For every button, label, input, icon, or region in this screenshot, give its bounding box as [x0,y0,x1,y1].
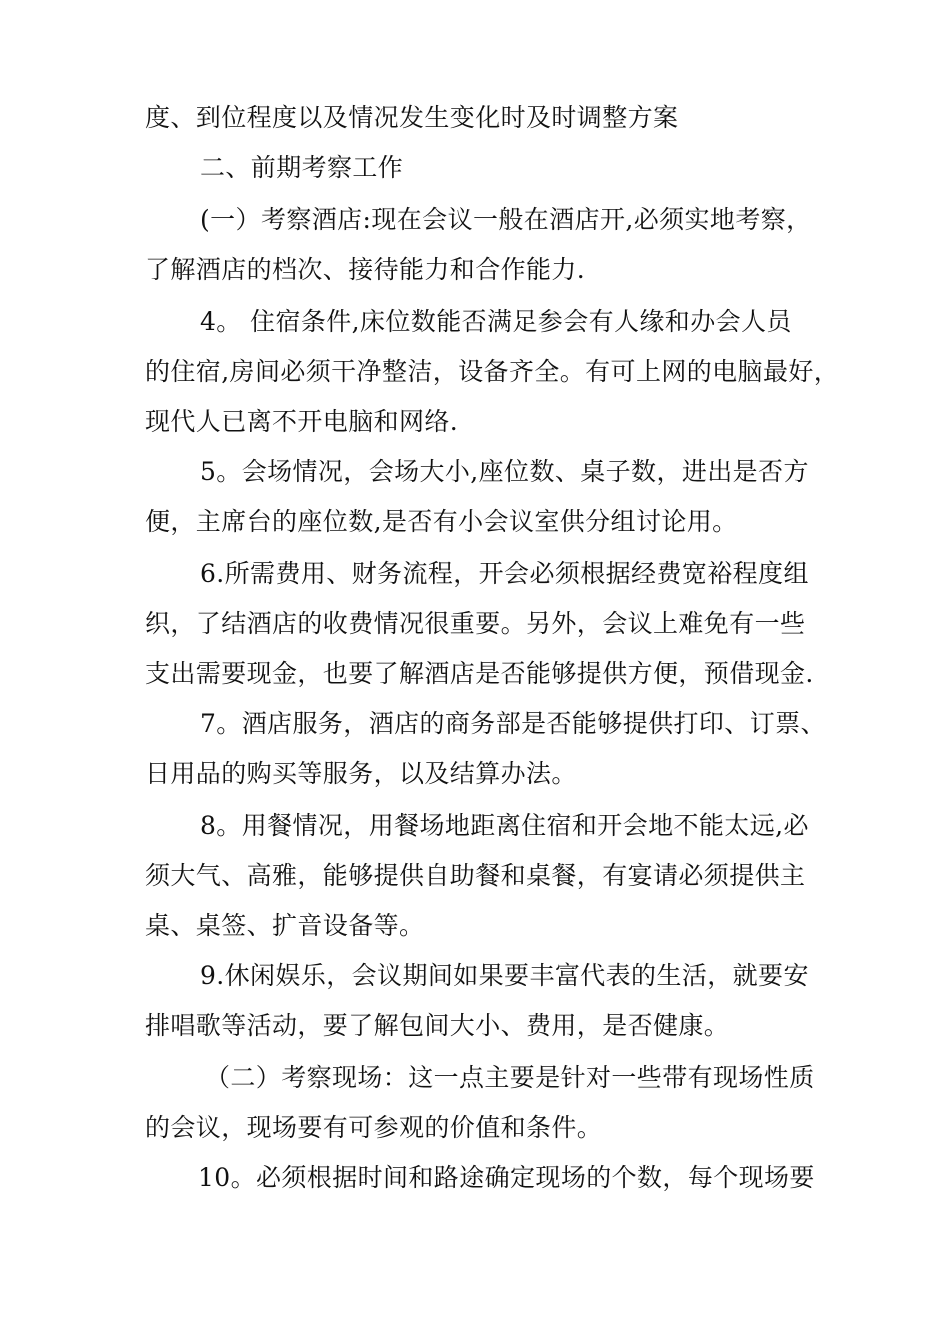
text-line: 便，主席台的座位数,是否有小会议室供分组讨论用。 [145,507,738,536]
text-line: 5。会场情况，会场大小,座位数、桌子数，进出是否方 [200,457,809,486]
text-line: 的住宿,房间必须干净整洁，设备齐全。有可上网的电脑最好， [145,357,840,386]
text-line: 现代人已离不开电脑和网络. [145,407,459,436]
text-line: 4。 住宿条件,床位数能否满足参会有人缘和办会人员 [200,307,792,336]
text-line: 8。用餐情况，用餐场地距离住宿和开会地不能太远,必 [200,811,809,840]
text-line: （二）考察现场：这一点主要是针对一些带有现场性质 [205,1063,815,1092]
text-line: (一）考察酒店:现在会议一般在酒店开,必须实地考察， [200,205,812,234]
text-line: 的会议，现场要有可参观的价值和条件。 [145,1113,603,1142]
text-line: 织，了结酒店的收费情况很重要。另外，会议上难免有一些 [145,609,806,638]
text-line: 支出需要现金，也要了解酒店是否能够提供方便，预借现金. [145,659,814,688]
text-line: 了解酒店的档次、接待能力和合作能力. [145,255,586,284]
text-line: 6.所需费用、财务流程，开会必须根据经费宽裕程度组 [200,559,809,588]
text-line: 排唱歌等活动，要了解包间大小、费用，是否健康。 [145,1011,730,1040]
text-line: 日用品的购买等服务，以及结算办法。 [145,759,577,788]
section-heading: 二、前期考察工作 [200,153,404,182]
text-line: 10。必须根据时间和路途确定现场的个数，每个现场要 [198,1163,815,1192]
text-line: 7。酒店服务，酒店的商务部是否能够提供打印、订票、 [200,709,826,738]
text-line: 桌、桌签、扩音设备等。 [145,911,425,940]
text-line: 度、到位程度以及情况发生变化时及时调整方案 [145,103,679,132]
text-line: 须大气、高雅，能够提供自助餐和桌餐，有宴请必须提供主 [145,861,806,890]
text-line: 9.休闲娱乐，会议期间如果要丰富代表的生活，就要安 [200,961,809,990]
